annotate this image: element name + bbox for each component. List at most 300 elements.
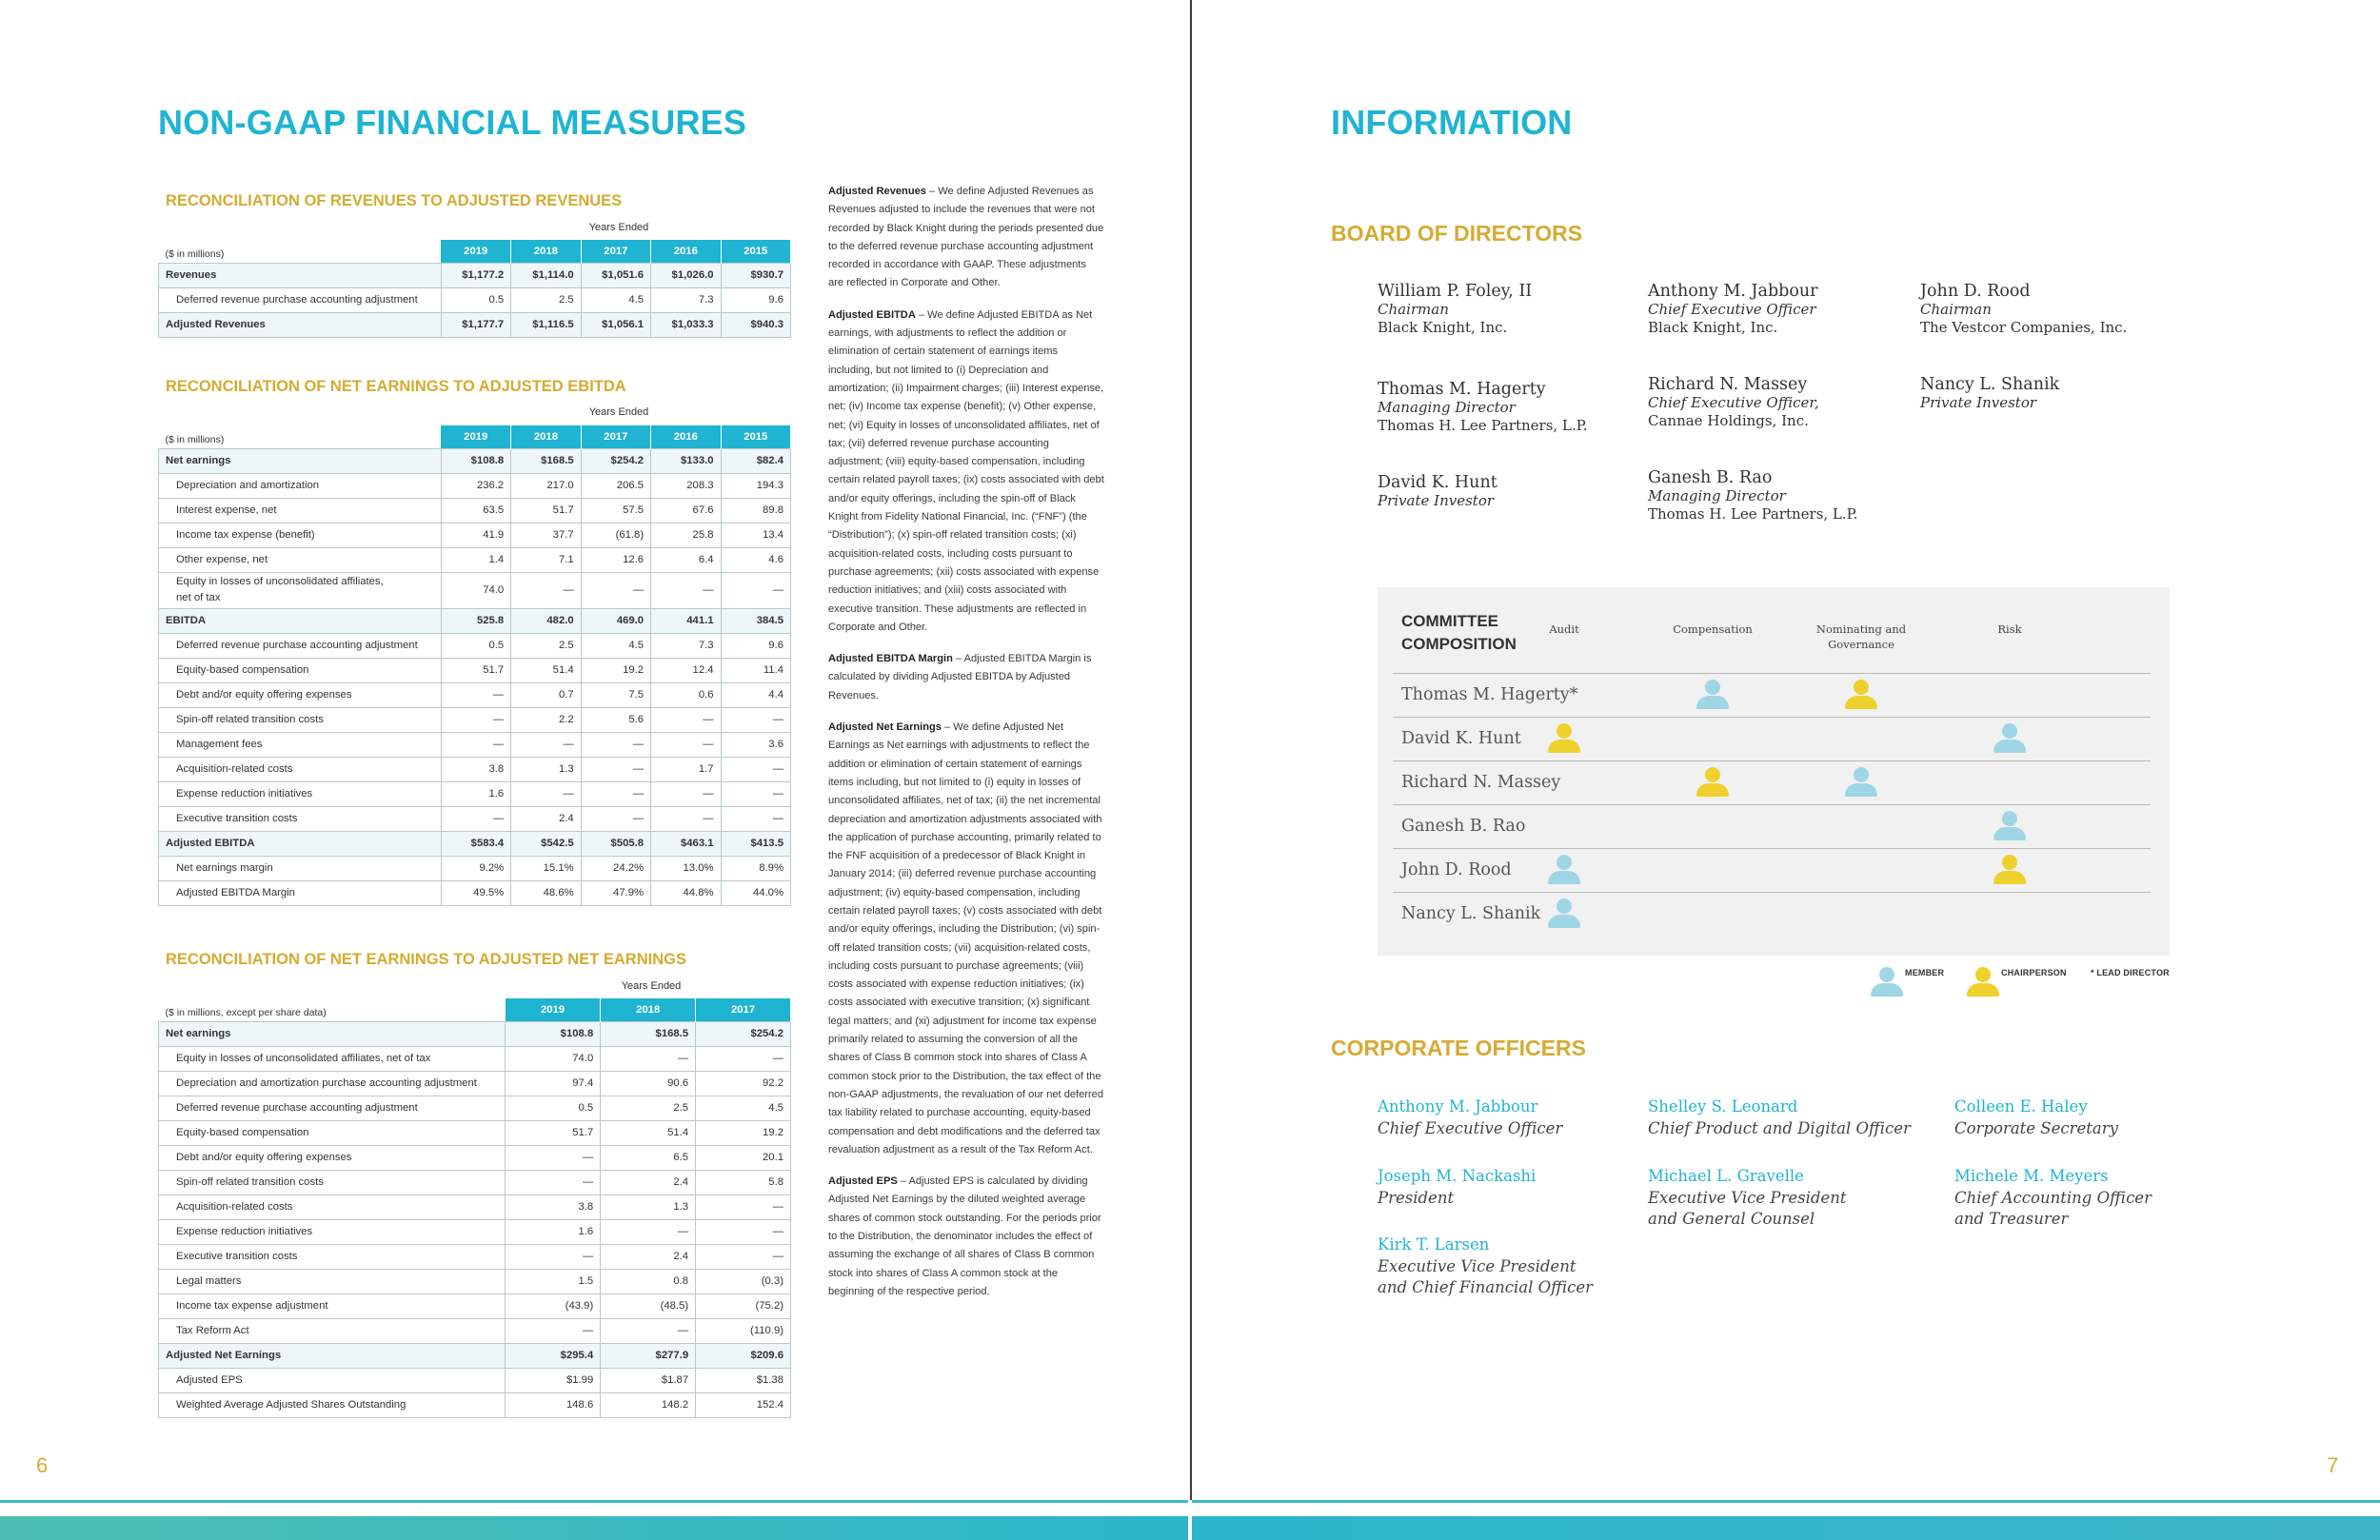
member-icon — [1991, 721, 2029, 758]
table-row — [159, 547, 791, 572]
row-value: 13.4 — [721, 523, 790, 547]
officer-name: Shelley S. Leonard — [1648, 1097, 1798, 1116]
row-value: (0.3) — [696, 1269, 791, 1293]
row-label: Deferred revenue purchase accounting adjustment — [159, 1096, 506, 1120]
officer-name: Michael L. Gravelle — [1648, 1167, 1804, 1185]
table1-title: RECONCILIATION OF REVENUES TO ADJUSTED REVENUES — [166, 192, 623, 209]
row-label: Net earnings margin — [159, 856, 442, 880]
row-value: — — [441, 707, 510, 732]
row-value: 20.1 — [696, 1145, 791, 1170]
row-value: 2.5 — [511, 633, 581, 658]
row-value: 148.6 — [506, 1392, 601, 1417]
row-value: 0.8 — [601, 1269, 696, 1293]
row-value: 4.4 — [721, 682, 790, 707]
year-header: 2017 — [581, 240, 650, 263]
row-value: 48.6% — [511, 880, 581, 905]
icon-body — [1993, 871, 2026, 884]
icon-body — [1845, 783, 1877, 797]
unit-label: ($ in millions) — [165, 247, 225, 260]
row-value: 194.3 — [721, 473, 790, 498]
row-value: 51.4 — [511, 658, 581, 682]
page-number-right: 7 — [2327, 1453, 2339, 1477]
row-value: 469.0 — [581, 608, 650, 633]
row-label: Management fees — [159, 732, 442, 757]
row-value: $168.5 — [601, 1021, 696, 1046]
row-value: $542.5 — [511, 831, 581, 856]
row-value: — — [581, 732, 650, 757]
info-title: INFORMATION — [1331, 103, 1573, 142]
row-value: $1,114.0 — [511, 263, 581, 287]
officer-title: Chief Executive Officer — [1378, 1118, 1563, 1137]
row-value: 206.5 — [581, 473, 650, 498]
director-role: Private Investor — [1920, 394, 2037, 411]
director-role: Chairman — [1378, 301, 1449, 318]
definition-paragraph: Adjusted EBITDA – We define Adjusted EBITDA as Net earnings, with adjustments to reflect the addition or elimination of certain statement of earnings items including, but not limited to (i) Depreciation and amortization; (ii) Impairment charges; (iii) Interest expense, net; (iv) Income tax expense (benefit); (v) Other expense, net; (vi) Equity in losses of unconsolidated affiliates, net of tax; (vii) deferred revenue purchase accounting adjustment; (viii) equity-based compensation, including certain related payroll taxes; (ix) costs associated with debt and/or equity offerings, including the spin-off of Black Knight from Fidelity National Financial, Inc. (“FNF”) (the “Distribution”); (x) spin-off related transition costs; (xi) acquisition-related costs, including costs pursuant to purchase agreements; (xii) costs associated with expense reduction initiatives; and (xiii) costs associated with executive transition. These adjustments are reflected in Corporate and Other. — [828, 308, 1104, 633]
row-value: — — [601, 1046, 696, 1071]
row-value: 0.5 — [441, 633, 510, 658]
committee-column-header: Compensation — [1673, 622, 1753, 636]
footer-gap — [1188, 1500, 1192, 1540]
table-row — [159, 1071, 791, 1096]
row-value: $1,116.5 — [511, 312, 581, 337]
committee-member-name: Thomas M. Hagerty* — [1401, 685, 1578, 704]
icon-body — [1845, 696, 1877, 709]
row-value: 1.6 — [441, 781, 510, 806]
member-icon — [1545, 853, 1583, 889]
row-value: — — [651, 707, 721, 732]
table-row — [159, 1392, 791, 1417]
director-org: Cannae Holdings, Inc. — [1648, 412, 1809, 429]
row-value: 2.5 — [601, 1096, 696, 1120]
year-header: 2015 — [721, 425, 790, 448]
director-name: William P. Foley, II — [1378, 282, 1533, 301]
row-value: 0.6 — [651, 682, 721, 707]
row-value: — — [651, 572, 721, 608]
icon-head — [1705, 680, 1720, 695]
revenues-reconciliation-table — [158, 240, 791, 338]
row-label: Equity in losses of unconsolidated affiliates, net of tax — [159, 572, 442, 608]
row-value: — — [441, 682, 510, 707]
director-name: Thomas M. Hagerty — [1378, 380, 1546, 399]
committee-row — [1393, 892, 2151, 936]
row-value: 4.5 — [581, 633, 650, 658]
director-entry — [1648, 469, 1857, 523]
officer-entry — [1378, 1096, 1562, 1139]
row-value: 6.5 — [601, 1145, 696, 1170]
table3-title: RECONCILIATION OF NET EARNINGS TO ADJUSTED NET EARNINGS — [166, 951, 686, 968]
row-value: 7.3 — [651, 287, 721, 312]
row-value: 89.8 — [721, 498, 790, 523]
icon-head — [1705, 767, 1720, 782]
table-row — [159, 1244, 791, 1269]
table-row — [159, 1269, 791, 1293]
officer-title-line2: and Chief Financial Officer — [1378, 1278, 1593, 1296]
officer-title: Chief Accounting Officer — [1954, 1188, 2152, 1207]
definition-paragraph: Adjusted EBITDA Margin – Adjusted EBITDA Margin is calculated by dividing Adjusted EBITDA by Adjusted Revenues. — [828, 653, 1092, 701]
icon-head — [1854, 767, 1869, 782]
row-value: — — [721, 781, 790, 806]
row-value: (75.2) — [696, 1293, 791, 1318]
row-value: 13.0% — [651, 856, 721, 880]
row-label: Net earnings — [159, 1021, 506, 1046]
net-earnings-reconciliation-table — [158, 998, 791, 1418]
row-value: 74.0 — [506, 1046, 601, 1071]
officer-entry — [1954, 1166, 2152, 1231]
row-value: — — [696, 1046, 791, 1071]
definition-term: Adjusted Net Earnings — [828, 721, 942, 734]
row-value: 2.2 — [511, 707, 581, 732]
table2-title: RECONCILIATION OF NET EARNINGS TO ADJUSTED EBITDA — [166, 378, 626, 395]
table-row — [159, 312, 791, 337]
icon-body — [1548, 740, 1580, 753]
row-value: — — [601, 1318, 696, 1343]
row-value: 9.2% — [441, 856, 510, 880]
row-value: 51.7 — [506, 1120, 601, 1145]
director-org: Black Knight, Inc. — [1648, 319, 1778, 336]
row-value: 9.6 — [721, 633, 790, 658]
row-value: 12.6 — [581, 547, 650, 572]
officer-entry — [1648, 1096, 1911, 1139]
row-value: 1.6 — [506, 1219, 601, 1244]
row-value: 1.3 — [601, 1194, 696, 1219]
table-row — [159, 1219, 791, 1244]
icon-head — [2002, 811, 2017, 826]
officer-title: President — [1378, 1188, 1455, 1207]
director-name: Anthony M. Jabbour — [1648, 282, 1818, 301]
row-value: $1,177.7 — [441, 312, 510, 337]
table-row — [159, 1318, 791, 1343]
row-label: Equity-based compensation — [159, 658, 442, 682]
row-value: $108.8 — [506, 1021, 601, 1046]
officer-entry — [1648, 1166, 1846, 1231]
table-row — [159, 1046, 791, 1071]
row-value: 41.9 — [441, 523, 510, 547]
officer-name: Kirk T. Larsen — [1378, 1235, 1490, 1254]
row-label: Other expense, net — [159, 547, 442, 572]
row-label: Deferred revenue purchase accounting adjustment — [159, 633, 442, 658]
row-label: Spin-off related transition costs — [159, 1170, 506, 1194]
director-entry — [1378, 381, 1587, 435]
officer-name: Colleen E. Haley — [1954, 1097, 2088, 1116]
row-value: 47.9% — [581, 880, 650, 905]
member-icon — [1545, 897, 1583, 933]
director-org: The Vestcor Companies, Inc. — [1920, 319, 2128, 336]
row-value: 482.0 — [511, 608, 581, 633]
row-label: Depreciation and amortization purchase accounting adjustment — [159, 1071, 506, 1096]
row-value: 236.2 — [441, 473, 510, 498]
row-value: 51.7 — [511, 498, 581, 523]
row-label: Debt and/or equity offering expenses — [159, 682, 442, 707]
row-label: Debt and/or equity offering expenses — [159, 1145, 506, 1170]
row-value: 441.1 — [651, 608, 721, 633]
member-icon — [1842, 765, 1880, 801]
row-value: 0.5 — [506, 1096, 601, 1120]
table-row — [159, 707, 791, 732]
table-row — [159, 880, 791, 905]
director-entry — [1378, 283, 1532, 337]
row-value: $209.6 — [696, 1343, 791, 1368]
row-value: 97.4 — [506, 1071, 601, 1096]
table-row — [159, 1021, 791, 1046]
row-label: Expense reduction initiatives — [159, 1219, 506, 1244]
row-value: 12.4 — [651, 658, 721, 682]
row-value: 37.7 — [511, 523, 581, 547]
row-label: Weighted Average Adjusted Shares Outstanding — [159, 1392, 506, 1417]
row-value: 152.4 — [696, 1392, 791, 1417]
year-header: 2017 — [581, 425, 650, 448]
officer-name: Michele M. Meyers — [1954, 1167, 2109, 1185]
row-value: $583.4 — [441, 831, 510, 856]
table-row — [159, 1145, 791, 1170]
row-value: — — [721, 757, 790, 781]
committee-member-name: Richard N. Massey — [1401, 773, 1561, 792]
row-value: 1.7 — [651, 757, 721, 781]
row-value: — — [696, 1244, 791, 1269]
row-value: $1,026.0 — [651, 263, 721, 287]
year-header: 2019 — [441, 425, 510, 448]
director-name: David K. Hunt — [1378, 473, 1497, 492]
row-value: — — [581, 757, 650, 781]
year-header: 2016 — [651, 425, 721, 448]
row-label: Adjusted EPS — [159, 1368, 506, 1392]
row-value: 0.5 — [441, 287, 510, 312]
icon-head — [1854, 680, 1869, 695]
table-row — [159, 1096, 791, 1120]
committee-legend — [0, 963, 2380, 1001]
row-label: Income tax expense adjustment — [159, 1293, 506, 1318]
committee-member-name: Nancy L. Shanik — [1401, 904, 1541, 923]
year-header: 2018 — [601, 998, 696, 1021]
table-header-row — [159, 998, 791, 1021]
row-value: 0.7 — [511, 682, 581, 707]
row-label: Tax Reform Act — [159, 1318, 506, 1343]
director-name: Nancy L. Shanik — [1920, 375, 2060, 394]
director-name: Richard N. Massey — [1648, 375, 1808, 394]
chairperson-icon — [1694, 765, 1732, 801]
officer-title: Executive Vice President — [1648, 1188, 1847, 1207]
icon-head — [1557, 723, 1572, 739]
row-value: 6.4 — [651, 547, 721, 572]
row-value: 4.5 — [581, 287, 650, 312]
table3-years-ended: Years Ended — [621, 980, 682, 992]
director-entry — [1920, 376, 2059, 412]
director-role: Chairman — [1920, 301, 1992, 318]
definition-term: Adjusted Revenues — [828, 186, 926, 197]
year-header: 2017 — [696, 998, 791, 1021]
row-value: — — [696, 1194, 791, 1219]
row-label: Expense reduction initiatives — [159, 781, 442, 806]
row-value: 2.5 — [511, 287, 581, 312]
row-label: Income tax expense (benefit) — [159, 523, 442, 547]
committee-member-name: Ganesh B. Rao — [1401, 817, 1526, 836]
year-header: 2016 — [651, 240, 721, 263]
board-title: BOARD OF DIRECTORS — [1331, 221, 1583, 246]
year-header: 2018 — [511, 425, 581, 448]
row-value: — — [651, 781, 721, 806]
row-value: — — [721, 572, 790, 608]
row-value: (110.9) — [696, 1318, 791, 1343]
committee-row — [1393, 760, 2151, 804]
definition-paragraph: Adjusted Revenues – We define Adjusted Revenues as Revenues adjusted to include the revenues that were not recorded by Black Knight during the periods presented due to the deferred revenue purchase accounting adjustment recorded in accordance with GAAP. These adjustments are reflected in Corporate and Other. — [828, 186, 1104, 289]
table-row — [159, 572, 791, 608]
chairperson-icon — [1545, 721, 1583, 758]
row-value: $1.87 — [601, 1368, 696, 1392]
row-value: 2.4 — [511, 806, 581, 831]
row-value: — — [651, 806, 721, 831]
table-row — [159, 856, 791, 880]
row-label: Executive transition costs — [159, 1244, 506, 1269]
director-role: Managing Director — [1648, 487, 1786, 504]
definition-paragraph: Adjusted EPS – Adjusted EPS is calculated by dividing Adjusted Net Earnings by the diluted weighted average shares of common stock outstanding. For the periods prior to the Distribution, the denominator includes the effect of assuming the exchange of all shares of Class B common stock into shares of Class A common stock at the beginning of the respective period. — [828, 1175, 1101, 1297]
row-value: $277.9 — [601, 1343, 696, 1368]
member-icon — [1694, 678, 1732, 714]
table-row — [159, 448, 791, 473]
row-value: $1.38 — [696, 1368, 791, 1392]
director-entry — [1648, 376, 1819, 430]
row-value: (48.5) — [601, 1293, 696, 1318]
officer-title: Executive Vice President — [1378, 1256, 1577, 1275]
row-value: $82.4 — [721, 448, 790, 473]
table-row — [159, 473, 791, 498]
row-value: $1.99 — [506, 1368, 601, 1392]
icon-body — [1696, 783, 1729, 797]
page-title: NON-GAAP FINANCIAL MEASURES — [158, 103, 747, 142]
officer-title-line2: and Treasurer — [1954, 1210, 2069, 1228]
year-header: 2019 — [441, 240, 510, 263]
icon-body — [1993, 827, 2026, 840]
table-row — [159, 806, 791, 831]
row-value: — — [441, 806, 510, 831]
table1-years-ended: Years Ended — [588, 222, 649, 233]
director-name: John D. Rood — [1920, 282, 2031, 301]
row-value: 1.4 — [441, 547, 510, 572]
committee-member-name: John D. Rood — [1401, 860, 1512, 879]
director-entry — [1378, 474, 1497, 510]
definition-paragraph: Adjusted Net Earnings – We define Adjusted Net Earnings as Net earnings with adjustments to reflect the addition or elimination of certain statement of earnings items including, but not limited to (i) equity in losses of unconsolidated affiliates, net of tax; (ii) the net incremental depreciation and amortization adjustments associated with the application of purchase accounting, primarily related to the FNF acquisition of a predecessor of Black Knight in January 2014; (iii) deferred revenue purchase accounting adjustment; (iv) equity-based compensation, including certain related payroll taxes; (v) costs associated with debt and/or equity offerings, including the Distribution; (vi) spin-off related transition costs; (vii) acquisition-related costs, including costs pursuant to purchase agreements; (viii) costs associated with expense reduction initiatives; (ix) costs associated with executive transition; (x) significant legal matters; and (xi) adjustment for income tax expense primarily related to assuming the conversion of all the shares of Class B common stock into shares of Class A common stock prior to the Distribution, the tax effect of the non-GAAP adjustments, the revaluation of our net deferred tax liability related to purchase accounting, equity-based compensation and debt modifications and the deferred tax revaluation adjustment as a result of the Tax Reform Act. — [828, 721, 1104, 1155]
table-row — [159, 523, 791, 547]
table-row — [159, 1293, 791, 1318]
row-value: $463.1 — [651, 831, 721, 856]
row-value: — — [511, 781, 581, 806]
row-label: Deferred revenue purchase accounting adjustment — [159, 287, 442, 312]
member-legend-label: MEMBER — [1905, 968, 1945, 977]
table-row — [159, 682, 791, 707]
row-label: Legal matters — [159, 1269, 506, 1293]
director-role: Managing Director — [1378, 399, 1516, 416]
row-value: 25.8 — [651, 523, 721, 547]
row-value: — — [506, 1145, 601, 1170]
icon-body — [1548, 915, 1580, 928]
year-header: 2015 — [721, 240, 790, 263]
row-value: 67.6 — [651, 498, 721, 523]
officer-entry — [1378, 1166, 1536, 1209]
table-row — [159, 263, 791, 287]
row-value: $295.4 — [506, 1343, 601, 1368]
row-value: $940.3 — [721, 312, 790, 337]
row-value: — — [441, 732, 510, 757]
row-label: Adjusted Net Earnings — [159, 1343, 506, 1368]
row-label: Depreciation and amortization — [159, 473, 442, 498]
row-label: Interest expense, net — [159, 498, 442, 523]
definition-term: Adjusted EBITDA — [828, 308, 916, 321]
row-value: 2.4 — [601, 1244, 696, 1269]
row-value: 217.0 — [511, 473, 581, 498]
row-value: 19.2 — [696, 1120, 791, 1145]
row-value: 11.4 — [721, 658, 790, 682]
row-value: 7.3 — [651, 633, 721, 658]
ebitda-reconciliation-table — [158, 425, 791, 906]
committee-title: COMMITTEE COMPOSITION — [1401, 612, 1517, 653]
icon-body — [1993, 740, 2026, 753]
row-value: $1,033.3 — [651, 312, 721, 337]
chairperson-icon — [1991, 853, 2029, 889]
committee-row — [1393, 804, 2151, 848]
row-value: 208.3 — [651, 473, 721, 498]
row-value: — — [601, 1219, 696, 1244]
row-value: 7.1 — [511, 547, 581, 572]
icon-head — [1557, 898, 1572, 914]
row-value: 90.6 — [601, 1071, 696, 1096]
row-value: — — [581, 806, 650, 831]
icon-head — [2002, 723, 2017, 739]
row-value: — — [506, 1244, 601, 1269]
row-value: 44.8% — [651, 880, 721, 905]
row-value: 5.6 — [581, 707, 650, 732]
committee-row — [1393, 717, 2151, 760]
row-label: Adjusted EBITDA — [159, 831, 442, 856]
row-value: 63.5 — [441, 498, 510, 523]
row-label: Spin-off related transition costs — [159, 707, 442, 732]
row-value: 74.0 — [441, 572, 510, 608]
row-value: $108.8 — [441, 448, 510, 473]
row-value: (43.9) — [506, 1293, 601, 1318]
icon-head — [1557, 855, 1572, 870]
icon-body — [1548, 871, 1580, 884]
row-value: $254.2 — [696, 1021, 791, 1046]
row-value: (61.8) — [581, 523, 650, 547]
officer-title: Corporate Secretary — [1954, 1118, 2118, 1137]
table-row — [159, 658, 791, 682]
icon-head — [2002, 855, 2017, 870]
officer-entry — [1954, 1096, 2118, 1139]
row-value: 92.2 — [696, 1071, 791, 1096]
row-value: $930.7 — [721, 263, 790, 287]
row-value: 44.0% — [721, 880, 790, 905]
table-row — [159, 1368, 791, 1392]
row-value: 15.1% — [511, 856, 581, 880]
committee-composition-panel — [1378, 587, 2170, 956]
table-row — [159, 1194, 791, 1219]
row-value: — — [581, 781, 650, 806]
row-value: 9.6 — [721, 287, 790, 312]
row-label: EBITDA — [159, 608, 442, 633]
officers-title: CORPORATE OFFICERS — [1331, 1036, 1586, 1060]
chairperson-icon — [1842, 678, 1880, 714]
officer-entry — [1378, 1234, 1593, 1299]
row-value: 4.5 — [696, 1096, 791, 1120]
page-number-left: 6 — [36, 1453, 49, 1477]
row-value: 3.8 — [506, 1194, 601, 1219]
unit-label: ($ in millions) — [165, 433, 225, 445]
row-value: — — [511, 572, 581, 608]
table-row — [159, 1170, 791, 1194]
icon-body — [1696, 696, 1729, 709]
committee-column-header: Risk — [1997, 622, 2022, 636]
row-value: $1,056.1 — [581, 312, 650, 337]
lead-director-legend: * LEAD DIRECTOR — [2091, 968, 2170, 977]
director-entry — [1648, 283, 1818, 337]
row-value: $1,051.6 — [581, 263, 650, 287]
